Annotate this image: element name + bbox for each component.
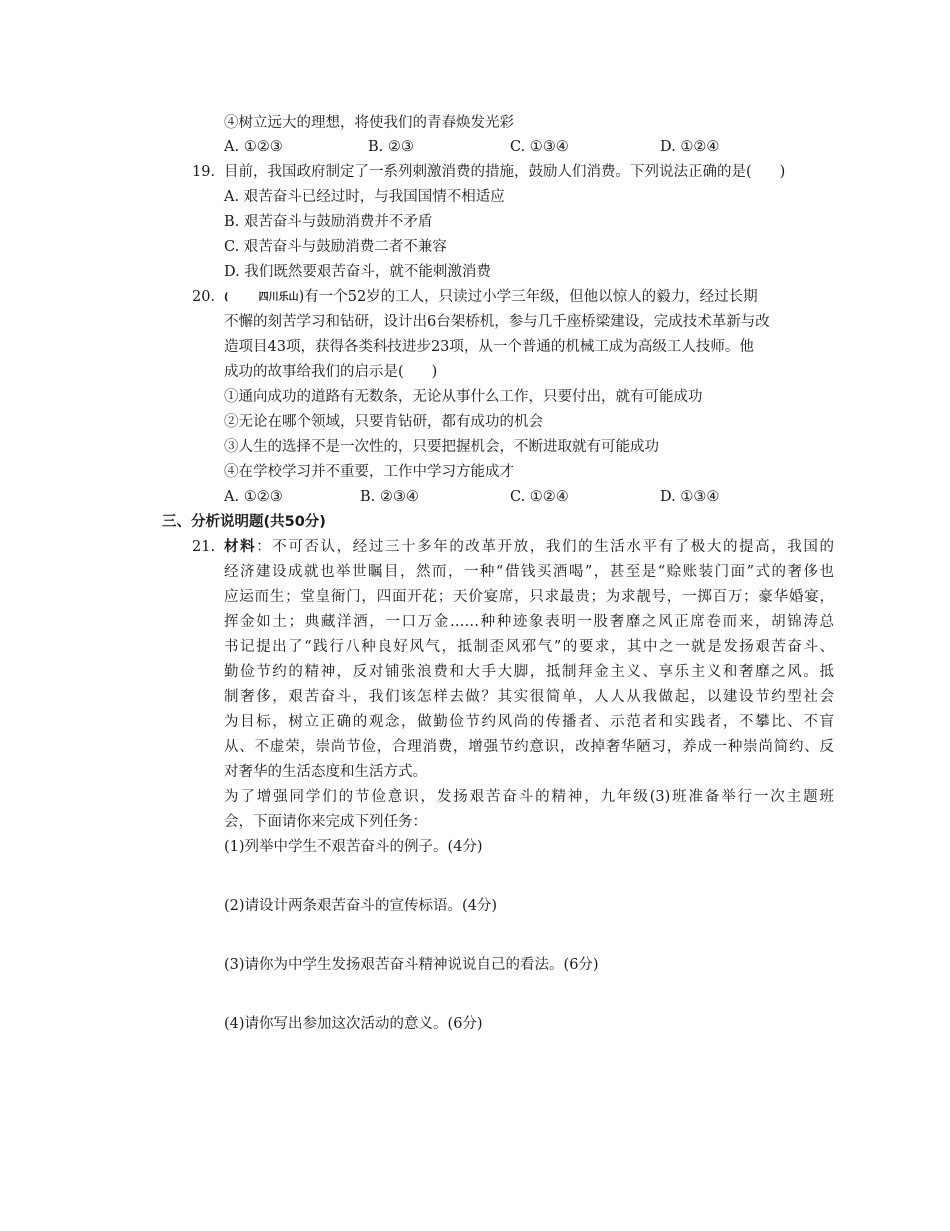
q20-option-a: A. ①②③ <box>224 489 283 505</box>
q21-material-label: 材料 <box>224 539 257 555</box>
q21-material-line-9: 从、不虚荣，崇尚节俭，合理消费，增强节约意识，改掉奢华陋习，养成一种崇尚简约、反 <box>224 739 834 755</box>
q21-material-line-2: 经济建设成就也举世瞩目，然而，一种“借钱买酒喝”，甚至是“赊账装门面”式的奢侈也 <box>224 564 834 580</box>
q21-subquestion-2: (2)请设计两条艰苦奋斗的宣传标语。(4分) <box>224 898 498 914</box>
q20-option-d: D. ①③④ <box>660 489 720 505</box>
q21-material-line-4: 挥金如土；典藏洋酒，一口万金……种种迹象表明一股奢靡之风正席卷而来，胡锦涛总 <box>224 614 834 630</box>
q19-number: 19. <box>192 164 216 180</box>
q21-task-line-1: 为了增强同学们的节俭意识，发扬艰苦奋斗的精神，九年级(3)班准备举行一次主题班 <box>224 789 834 805</box>
q20-stem-line-3: 造项目43项，获得各类科技进步23项，从一个普通的机械工成为高级工人技师。他 <box>224 339 754 355</box>
q20-stem-line-2: 不懈的刻苦学习和钻研，设计出6台架桥机，参与几千座桥梁建设，完成技术革新与改 <box>224 314 770 330</box>
q20-stem-line-4: 成功的故事给我们的启示是( ) <box>224 364 438 380</box>
q19-choice-d: D. 我们既然要艰苦奋斗，就不能刺激消费 <box>224 264 491 280</box>
q21-material-line-6: 勤俭节约的精神，反对铺张浪费和大手大脚，抵制拜金主义、享乐主义和奢靡之风。抵 <box>224 664 834 680</box>
q20-item-1: ①通向成功的道路有无数条，无论从事什么工作，只要付出，就有可能成功 <box>224 389 703 405</box>
q21-material-line-5: 书记提出了“践行八种良好风气，抵制歪风邪气”的要求，其中之一就是发扬艰苦奋斗、 <box>224 639 834 655</box>
q18-item-4: ④树立远大的理想，将使我们的青春焕发光彩 <box>224 115 514 131</box>
q21-material-line-8: 为目标，树立正确的观念，做勤俭节约风尚的传播者、示范者和实践者，不攀比、不盲 <box>224 714 834 730</box>
q20-source: 四川乐山 <box>258 292 299 303</box>
q19-choice-c: C. 艰苦奋斗与鼓励消费二者不兼容 <box>224 239 447 255</box>
q21-number: 21. <box>192 539 216 555</box>
q18-option-d: D. ①②④ <box>660 139 720 155</box>
q18-option-c: C. ①③④ <box>510 139 569 155</box>
q20-option-c: C. ①②④ <box>510 489 569 505</box>
q20-item-2: ②无论在哪个领域，只要肯钻研，都有成功的机会 <box>224 414 543 430</box>
q21-material-line-1: 材料：不可否认，经过三十多年的改革开放，我们的生活水平有了极大的提高，我国的 <box>224 539 835 555</box>
q21-subquestion-1: (1)列举中学生不艰苦奋斗的例子。(4分) <box>224 839 483 855</box>
q18-option-b: B. ②③ <box>368 139 414 155</box>
q21-subquestion-4: (4)请你写出参加这次活动的意义。(6分) <box>224 1016 483 1032</box>
q20-item-3: ③人生的选择不是一次性的，只要把握机会，不断进取就有可能成功 <box>224 439 659 455</box>
q21-task-line-2: 会，下面请你来完成下列任务： <box>224 814 427 830</box>
q21-material-line-3: 应运而生；堂皇衙门，四面开花；天价宴席，只求最贵；为求靓号，一掷百万；豪华婚宴， <box>224 589 834 605</box>
q21-material-line-10: 对奢华的生活态度和生活方式。 <box>224 764 427 780</box>
q20-item-4: ④在学校学习并不重要，工作中学习方能成才 <box>224 464 514 480</box>
q21-subquestion-3: (3)请你为中学生发扬艰苦奋斗精神说说自己的看法。(6分) <box>224 957 599 973</box>
q19-choice-a: A. 艰苦奋斗已经过时，与我国国情不相适应 <box>224 189 505 205</box>
q21-material-line-7: 制奢侈，艰苦奋斗，我们该怎样去做？其实很简单，人人从我做起，以建设节约型社会 <box>224 689 834 705</box>
q20-stem-line-1: ( 四川乐山)有一个52岁的工人，只读过小学三年级，但他以惊人的毅力，经过长期 <box>224 289 758 305</box>
section-3-title: 三、分析说明题(共50分) <box>162 514 326 530</box>
q19-stem: 目前，我国政府制定了一系列刺激消费的措施，鼓励人们消费。下列说法正确的是( ) <box>224 164 786 180</box>
q20-option-b: B. ②③④ <box>360 489 419 505</box>
q19-choice-b: B. 艰苦奋斗与鼓励消费并不矛盾 <box>224 214 433 230</box>
q20-number: 20. <box>192 289 216 305</box>
q18-option-a: A. ①②③ <box>224 139 283 155</box>
